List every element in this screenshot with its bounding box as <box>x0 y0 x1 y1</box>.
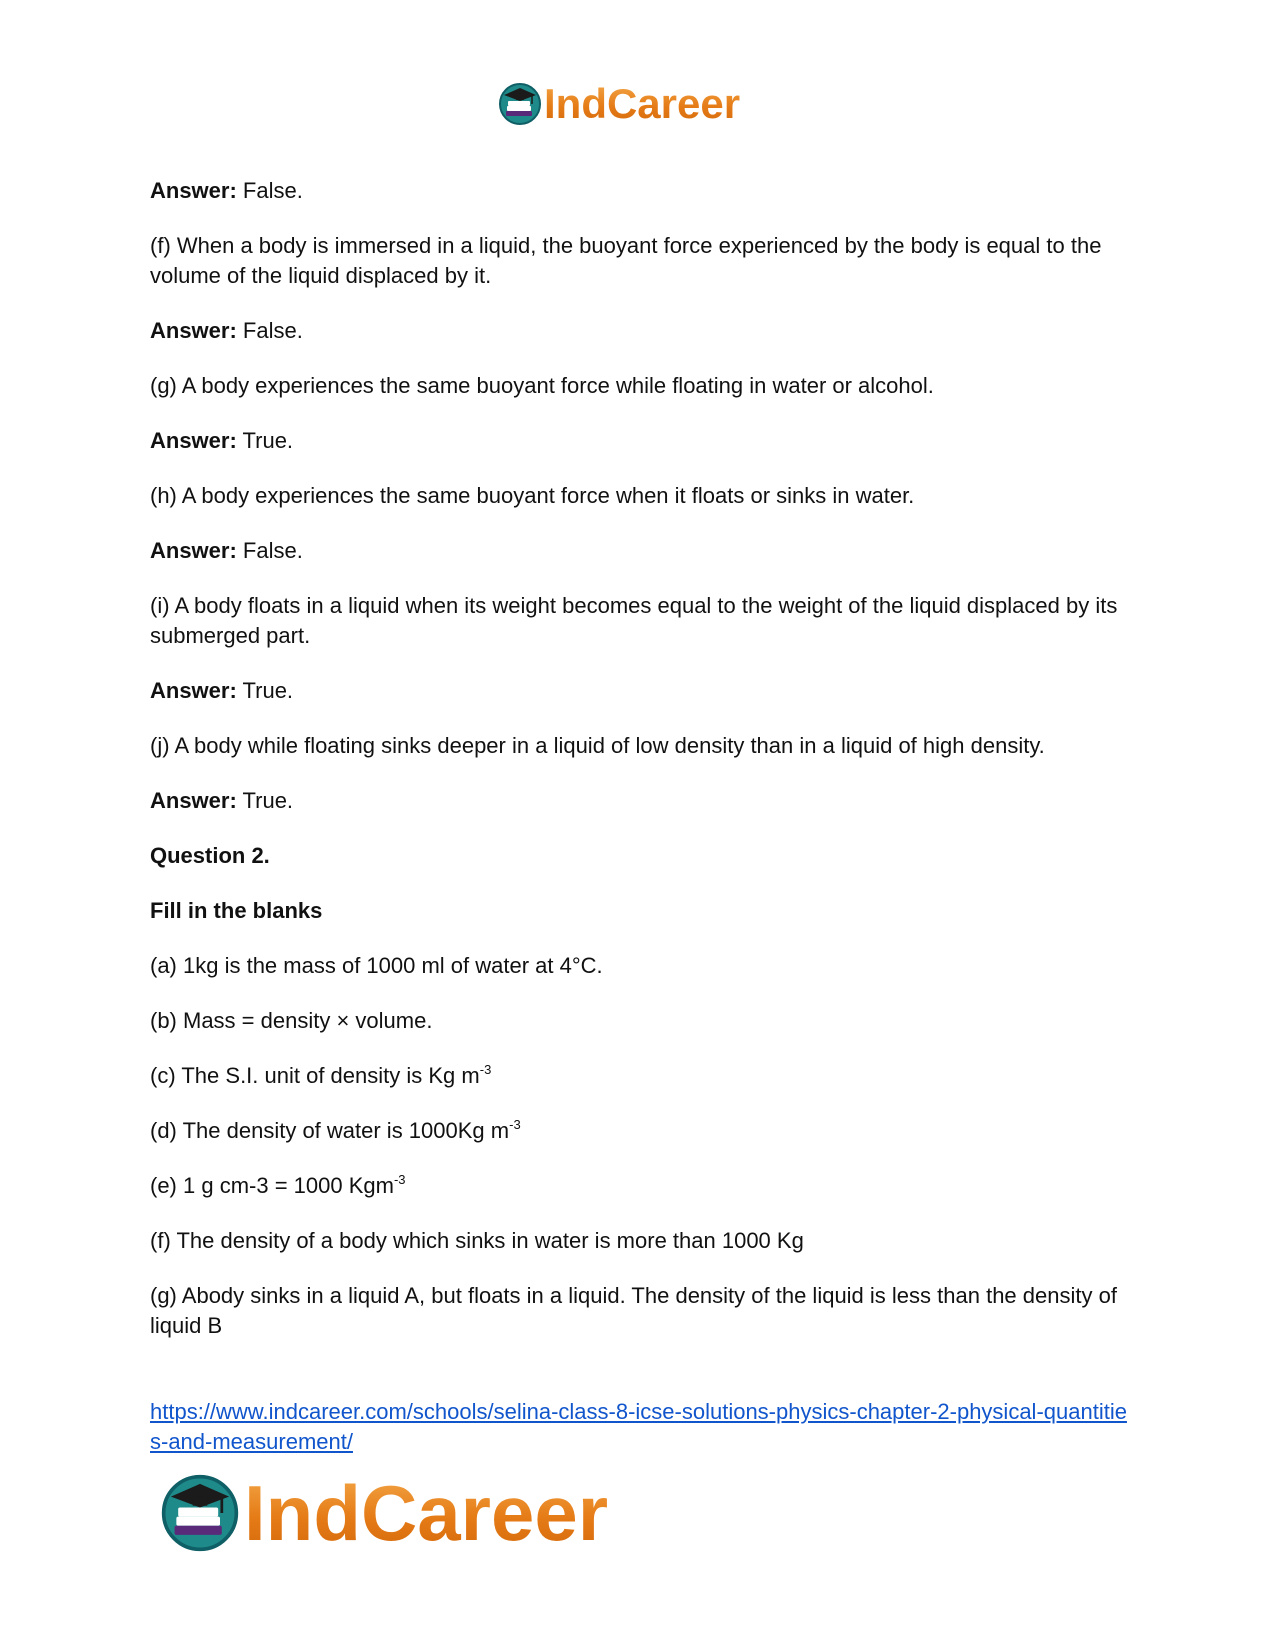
answer-f <box>150 316 1130 346</box>
question-2-title: Question 2. <box>150 843 270 868</box>
graduation-books-icon <box>498 82 542 126</box>
answer-g <box>150 426 1130 456</box>
answer-label: Answer: <box>150 178 237 203</box>
question-h: (h) A body experiences the same buoyant force when it floats or sinks in water. <box>150 483 915 508</box>
question-f: (f) When a body is immersed in a liquid, the buoyant force experienced by the body is equal to the volume of the liquid displaced by it. <box>150 233 1102 288</box>
blank-c <box>150 1061 1130 1091</box>
graduation-books-icon <box>160 1473 240 1553</box>
question-i: (i) A body floats in a liquid when its weight becomes equal to the weight of the liquid displaced by its submerged part. <box>150 593 1118 648</box>
blank-d-superscript: -3 <box>509 1117 521 1132</box>
answer-label: Answer: <box>150 678 237 703</box>
answer-text: False. <box>242 178 303 203</box>
answer-label: Answer: <box>150 788 237 813</box>
blank-a: (a) 1kg is the mass of 1000 ml of water at 4°C. <box>150 953 603 978</box>
answer-text: False. <box>242 318 303 343</box>
answer-e <box>150 176 1130 206</box>
blank-e <box>150 1171 1130 1201</box>
question-2-subtitle: Fill in the blanks <box>150 898 323 923</box>
blank-b: (b) Mass = density × volume. <box>150 1008 433 1033</box>
answer-i <box>150 676 1130 706</box>
blank-f: (f) The density of a body which sinks in water is more than 1000 Kg <box>150 1228 804 1253</box>
blank-d <box>150 1116 1130 1146</box>
footer-logo <box>160 1470 608 1556</box>
answer-j <box>150 786 1130 816</box>
answer-text: True. <box>242 428 294 453</box>
answer-text: True. <box>242 678 294 703</box>
question-j: (j) A body while floating sinks deeper in a liquid of low density than in a liquid of high density. <box>150 733 1045 758</box>
blank-d-text: (d) The density of water is 1000Kg m <box>150 1118 510 1143</box>
source-link[interactable]: https://www.indcareer.com/schools/selina-class-8-icse-solutions-physics-chapter-2-physical-quantities-and-measurement/ <box>150 1399 1127 1454</box>
header-logo-text: IndCareer <box>544 80 741 127</box>
blank-c-text: (c) The S.I. unit of density is Kg m <box>150 1063 480 1088</box>
answer-text: False. <box>242 538 303 563</box>
blank-e-superscript: -3 <box>393 1172 406 1187</box>
blank-g: (g) Abody sinks in a liquid A, but floats in a liquid. The density of the liquid is less than the density of liquid B <box>150 1283 1117 1338</box>
answer-label: Answer: <box>150 428 237 453</box>
answer-text: True. <box>242 788 294 813</box>
answer-label: Answer: <box>150 538 237 563</box>
blank-e-text: (e) 1 g cm-3 = 1000 Kgm <box>150 1173 394 1198</box>
answer-h <box>150 536 1130 566</box>
footer-logo-text: IndCareer <box>244 1469 609 1557</box>
header-logo <box>498 80 740 128</box>
question-g: (g) A body experiences the same buoyant force while floating in water or alcohol. <box>150 373 934 398</box>
blank-c-superscript: -3 <box>479 1062 492 1077</box>
document-body <box>150 176 1130 1366</box>
answer-label: Answer: <box>150 318 237 343</box>
